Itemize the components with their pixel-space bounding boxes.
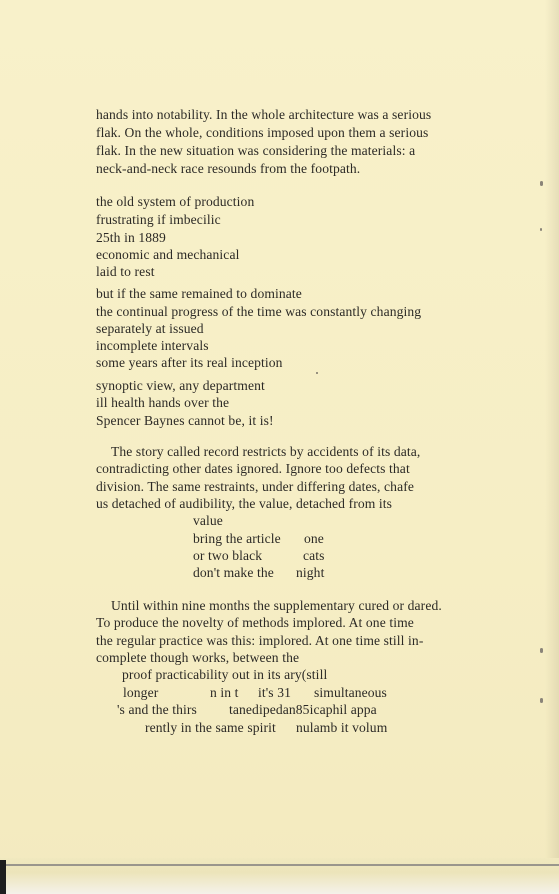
paragraph-2-line-3: division. The same restraints, under differing dates, chafe [96, 479, 414, 494]
paragraph-3-line-1: Until within nine months the supplementary cured or dared. [111, 598, 442, 613]
page-speck [540, 181, 543, 186]
paragraph-3-line-2: To produce the novelty of methods implored. At one time [96, 615, 414, 630]
paragraph-2-line-4: us detached of audibility, the value, detached from its [96, 496, 393, 511]
fragment-line-3-part-2: tanedipedan85icaphil appa [229, 702, 377, 717]
list-1-line-1: the old system of production [96, 194, 255, 209]
list-2-line-4: incomplete intervals [96, 338, 209, 353]
list-2-line-1: but if the same remained to dominate [96, 286, 302, 301]
paragraph-1-line-2: flak. On the whole, conditions imposed upon them a serious [96, 125, 429, 140]
list-3-line-2: ill health hands over the [96, 395, 230, 410]
paragraph-2-line-2: contradicting other dates ignored. Ignore too defects that [96, 461, 410, 476]
paragraph-3-line-3: the regular practice was this: implored. At one time still in- [96, 633, 424, 648]
list-1-line-5: laid to rest [96, 264, 155, 279]
page-speck [540, 698, 543, 703]
paragraph-2-line-1: The story called record restricts by accidents of its data, [111, 444, 421, 459]
verse-right-line-4: night [296, 565, 325, 580]
binding-mark [0, 860, 6, 894]
fragment-line-4-part-2: nulamb it volum [296, 720, 388, 735]
list-2-line-3: separately at issued [96, 321, 204, 336]
list-2-line-5: some years after its real inception [96, 355, 283, 370]
fragment-line-2-part-3: it's 31 [258, 685, 291, 700]
fragment-line-2-part-2: n in t [210, 685, 239, 700]
list-3-line-1: synoptic view, any department [96, 378, 265, 393]
ink-speck [316, 372, 318, 374]
list-3-line-3: Spencer Baynes cannot be, it is! [96, 413, 274, 428]
fragment-line-3-part-1: 's and the thirs [117, 702, 197, 717]
paragraph-3-line-4: complete though works, between the [96, 650, 300, 665]
paragraph-1-line-1: hands into notability. In the whole architecture was a serious [96, 107, 432, 122]
page-speck [540, 648, 543, 653]
fragment-line-2-part-4: simultaneous [314, 685, 387, 700]
verse-left-line-3: or two black [193, 548, 263, 563]
verse-right-line-2: one [304, 531, 324, 546]
page-bottom-rule [0, 864, 559, 866]
fragment-line-1: proof practicability out in its ary(still [122, 667, 328, 682]
page-speck [540, 228, 542, 231]
verse-left-line-1: value [193, 513, 223, 528]
page-edge-shadow [545, 0, 559, 894]
verse-left-line-4: don't make the [193, 565, 274, 580]
list-1-line-4: economic and mechanical [96, 247, 240, 262]
list-2-line-2: the continual progress of the time was constantly changing [96, 304, 422, 319]
paragraph-1-line-4: neck-and-neck race resounds from the footpath. [96, 161, 361, 176]
paragraph-1-line-3: flak. In the new situation was considering the materials: a [96, 143, 416, 158]
list-1-line-2: frustrating if imbecilic [96, 212, 221, 227]
verse-left-line-2: bring the article [193, 531, 281, 546]
fragment-line-4-part-1: rently in the same spirit [145, 720, 276, 735]
fragment-line-2-part-1: longer [123, 685, 159, 700]
list-1-line-3: 25th in 1889 [96, 230, 166, 245]
verse-right-line-3: cats [303, 548, 325, 563]
